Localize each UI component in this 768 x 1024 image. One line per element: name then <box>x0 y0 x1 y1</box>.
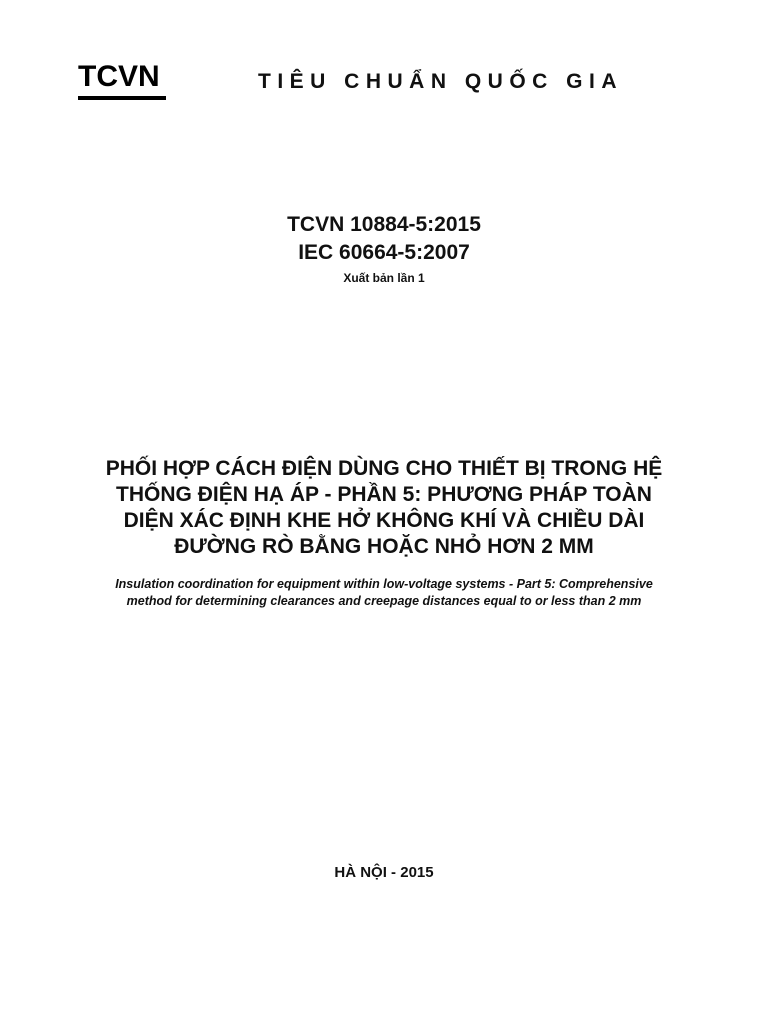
place-and-year: HÀ NỘI - 2015 <box>334 864 434 881</box>
vietnamese-title-line: THỐNG ĐIỆN HẠ ÁP - PHẦN 5: PHƯƠNG PHÁP TOÀN <box>116 483 652 506</box>
national-standard-heading: TIÊU CHUẨN QUỐC GIA <box>258 70 623 93</box>
english-title-line: method for determining clearances and creepage distances equal to or less than 2 mm <box>126 594 642 608</box>
tcvn-logo: TCVN <box>78 60 160 93</box>
vietnamese-title-line: ĐƯỜNG RÒ BẰNG HOẶC NHỎ HƠN 2 MM <box>174 535 594 558</box>
vietnamese-title-line: DIỆN XÁC ĐỊNH KHE HỞ KHÔNG KHÍ VÀ CHIỀU DÀI <box>123 509 645 532</box>
logo-underline <box>78 96 166 100</box>
vietnamese-title-line: PHỐI HỢP CÁCH ĐIỆN DÙNG CHO THIẾT BỊ TRONG HỆ <box>105 457 663 480</box>
english-title <box>40 576 728 610</box>
vietnamese-title <box>40 456 728 560</box>
edition-note: Xuất bản lần 1 <box>343 271 425 285</box>
standard-number: TCVN 10884-5:2015 <box>287 213 481 236</box>
iec-equivalent-number: IEC 60664-5:2007 <box>298 241 470 264</box>
english-title-line: Insulation coordination for equipment within low-voltage systems - Part 5: Comprehensive <box>115 577 653 591</box>
